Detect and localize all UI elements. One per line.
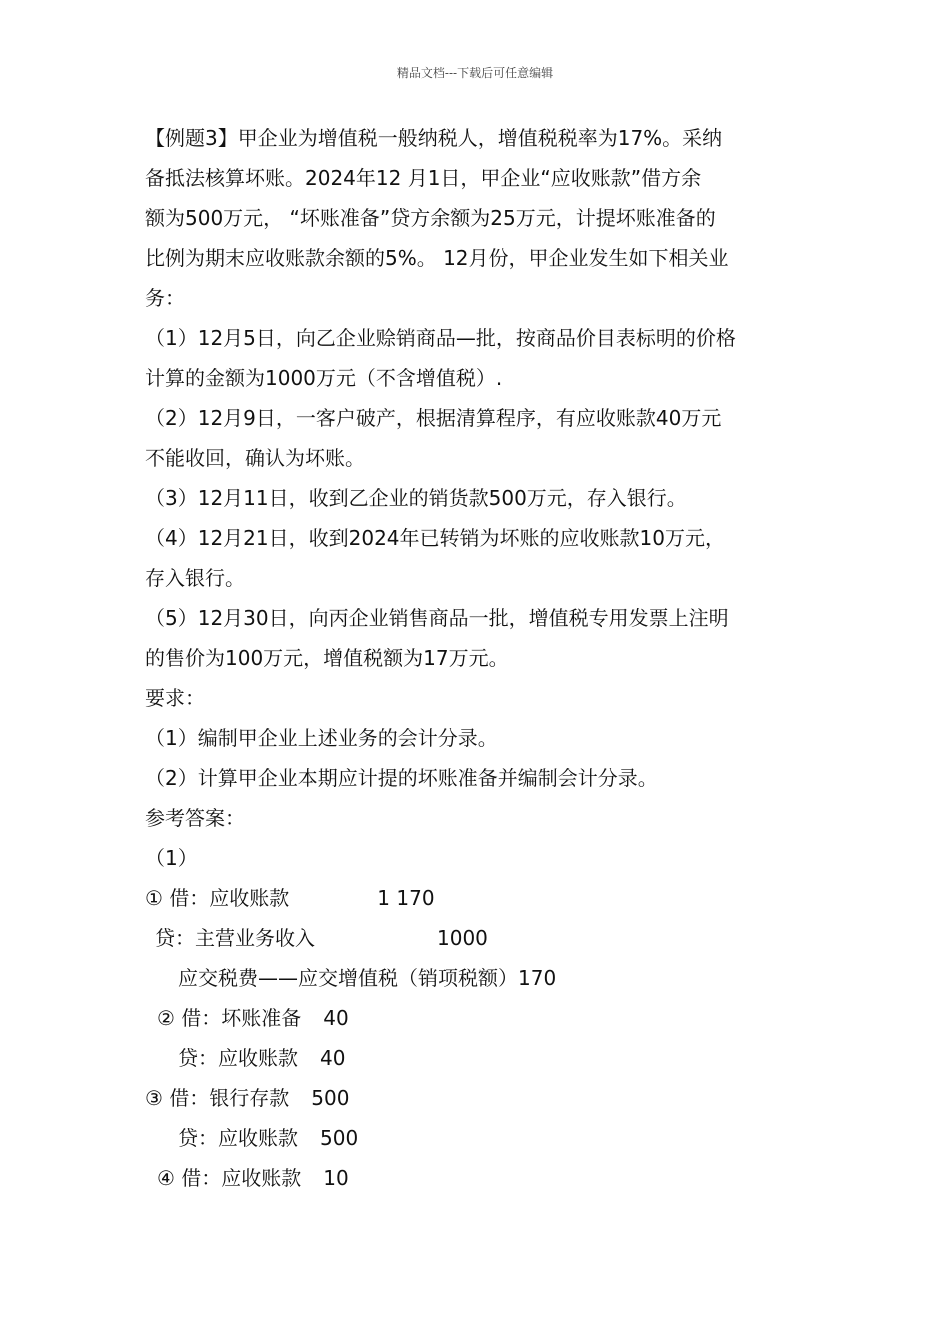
entry-label: 贷：应收账款 (178, 1126, 298, 1150)
text-line: 存入银行。 (145, 566, 245, 590)
text-line: 计算的金额为1000万元（不含增值税）. (145, 366, 503, 390)
entry-amount: 1 170 (377, 886, 435, 910)
entry-label: 贷：主营业务收入 (155, 926, 315, 950)
text-line: 务： (145, 286, 185, 310)
journal-entry-1-debit (145, 878, 815, 918)
text-line: （5）12月30日，向丙企业销售商品一批，增值税专用发票上注明 (145, 606, 729, 630)
page-header: 精品文档---下载后可任意编辑 (396, 66, 554, 80)
text-line: 的售价为100万元，增值税额为17万元。 (145, 646, 509, 670)
entry-amount: 500 (320, 1126, 359, 1150)
text-line: （2）计算甲企业本期应计提的坏账准备并编制会计分录。 (145, 766, 658, 790)
text-line: （1） (145, 846, 198, 870)
text-line: 【例题3】甲企业为增值税一般纳税人，增值税税率为17%。采纳 (145, 126, 723, 150)
journal-entry-4-debit (145, 1158, 815, 1198)
text-line: 要求： (145, 686, 205, 710)
entry-label: ① 借：应收账款 (145, 886, 290, 910)
entry-amount: 40 (320, 1046, 346, 1070)
entry-label: ② 借：坏账准备 (157, 1006, 302, 1030)
entry-amount: 10 (323, 1166, 349, 1190)
text-line: 比例为期末应收账款余额的5%。 12月份，甲企业发生如下相关业 (145, 246, 729, 270)
text-line: 备抵法核算坏账。2024年12 月1日，甲企业“应收账款”借方余 (145, 166, 702, 190)
entry-amount: 40 (323, 1006, 349, 1030)
entry-label: ③ 借：银行存款 (145, 1086, 290, 1110)
journal-entry-3-credit (145, 1118, 815, 1158)
journal-entry-1-credit-2: 应交税费——应交增值税（销项税额）170 (178, 966, 557, 990)
entry-amount: 1000 (437, 926, 488, 950)
text-line: （1）编制甲企业上述业务的会计分录。 (145, 726, 498, 750)
text-line: 不能收回，确认为坏账。 (145, 446, 365, 470)
journal-entry-2-debit (145, 998, 815, 1038)
journal-entry-1-credit (145, 918, 815, 958)
text-line: （4）12月21日，收到2024年已转销为坏账的应收账款10万元， (145, 526, 725, 550)
entry-label: 贷：应收账款 (178, 1046, 298, 1070)
document-body (145, 118, 815, 1198)
text-line: （1）12月5日，向乙企业赊销商品—批，按商品价目表标明的价格 (145, 326, 736, 350)
text-line: 参考答案： (145, 806, 245, 830)
entry-label: ④ 借：应收账款 (157, 1166, 302, 1190)
text-line: （3）12月11日，收到乙企业的销货款500万元，存入银行。 (145, 486, 687, 510)
text-line: 额为500万元， “坏账准备”贷方余额为25万元，计提坏账准备的 (145, 206, 716, 230)
text-line: （2）12月9日，一客户破产，根据清算程序，有应收账款40万元 (145, 406, 722, 430)
journal-entry-2-credit (145, 1038, 815, 1078)
entry-amount: 500 (311, 1086, 350, 1110)
journal-entry-3-debit (145, 1078, 815, 1118)
